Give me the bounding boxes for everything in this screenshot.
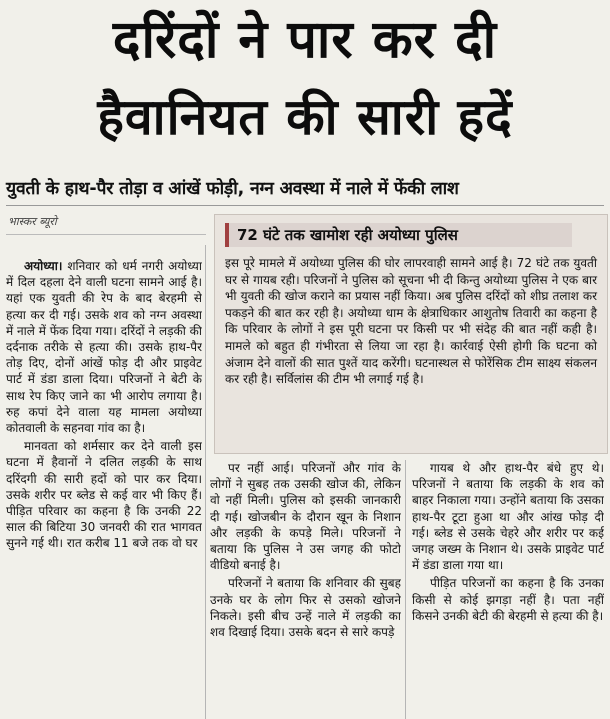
subheadline: युवती के हाथ-पैर तोड़ा व आंखें फोड़ी, नग्न अवस्था में नाले में फेंकी लाश [6, 179, 459, 199]
article-column-1 [6, 258, 202, 719]
article-column-3 [412, 460, 604, 719]
column-divider [205, 245, 206, 719]
paragraph: मानवता को शर्मसार कर देने वाली इस घटना में हैवानों ने दलित लड़की के साथ दरिंदगी की सारी हदों को पार कर दिया। उसके शरीर पर ब्लेड से कई वार भी किए हैं। पीड़ित परिवार का कहना है कि उनकी 22 साल की बिटिया 30 जनवरी की रात भागवत सुनने गई थी। रात करीब 11 बजे तक वो घर [6, 439, 202, 551]
divider [6, 205, 604, 206]
headline-line-2: हैवानियत की सारी हदें [97, 88, 513, 146]
column-divider [405, 460, 406, 719]
divider [6, 234, 206, 235]
paragraph: गायब थे और हाथ-पैर बंधे हुए थे। परिजनों ने बताया कि लड़की के शव को बाहर निकाला गया। उन्होंने बताया कि उसका हाथ-पैर टूटा हुआ था और आंख फोड़ दी गई। ब्लेड से उसके चेहरे और शरीर पर कई जगह जख्म के निशान थे। उसके प्राइवेट पार्ट में डंडा डाला गया था। [412, 461, 604, 573]
paragraph: परिजनों ने बताया कि शनिवार की सुबह उनके घर के लोग फिर से उसको खोजने निकले। इसी बीच उन्हें नाले में लड़की का शव दिखाई दिया। उसके बदन से सारे कपड़े [210, 576, 401, 640]
dateline: अयोध्या। [24, 259, 63, 273]
article-column-2 [210, 460, 401, 719]
byline: भास्कर ब्यूरो [8, 215, 57, 228]
paragraph [6, 258, 202, 436]
paragraph-text: शनिवार को धर्म नगरी अयोध्या में दिल दहला देने वाली घटना सामने आई है। यहां एक युवती की रेप के बाद बेरहमी से हत्या कर दी गई। उसके शव को नग्न अवस्था में नाले में फेंक दिया गया। दरिंदों ने लड़की की दर्दनाक तरीके से हत्या की। उसके हाथ-पैर तोड़ दिए, दोनों आंखें फोड़ दी और प्राइवेट पार्ट में डंडा डाला दिया। परिजनों ने बेटी के साथ रेप किए जाने का भी आरोप लगाया है। रुह कपां देने वाला यह मामला अयोध्या कोतवाली के सहनवा गांव का है। [6, 259, 202, 436]
box-body: इस पूरे मामले में अयोध्या पुलिस की घोर लापरवाही सामने आई है। 72 घंटे तक युवती घर से गायब रही। परिजनों ने पुलिस को सूचना भी दी किन्तु अयोध्या पुलिस ने एक बार भी युवती की खोज कराने का प्रयास नहीं किया। अब पुलिस दरिंदों को शीघ्र तलाश कर पकड़ने की बात कर रही है। अयोध्या धाम के क्षेत्राधिकार आशुतोष तिवारी का कहना है कि परिवार के लोगों ने इस पूरी घटना पर किसी पर भी संदेह की बात नहीं कही है। मामले को बहुत ही गंभीरता से लिया जा रहा है। कार्रवाई ऐसी होगी कि घटना को अंजाम देने वालों की सात पुश्तें याद करेंगी। घटनास्थल से फोरेंसिक टीम साक्ष्य संकलन कर रही है। सर्विलांस की टीम भी लगाई गई है। [225, 256, 597, 387]
paragraph: पर नहीं आई। परिजनों और गांव के लोगों ने सुबह तक उसकी खोज की, लेकिन वो नहीं मिली। पुलिस को इसकी जानकारी दी गई। खोजबीन के दौरान खून के निशान और लड़की के कपड़े मिले। परिजनों ने बताया कि पुलिस ने उस जगह की फोटो वीडियो बनाई है। [210, 461, 401, 573]
headline-line-1: दरिंदों ने पार कर दी [112, 10, 498, 70]
box-title: 72 घंटे तक खामोश रही अयोध्या पुलिस [225, 223, 572, 247]
sidebar-box [214, 214, 608, 454]
paragraph: पीड़ित परिजनों का कहना है कि उनका किसी से कोई झगड़ा नहीं है। पता नहीं किसने उनकी बेटी की बेरहमी से हत्या की है। [412, 576, 604, 623]
